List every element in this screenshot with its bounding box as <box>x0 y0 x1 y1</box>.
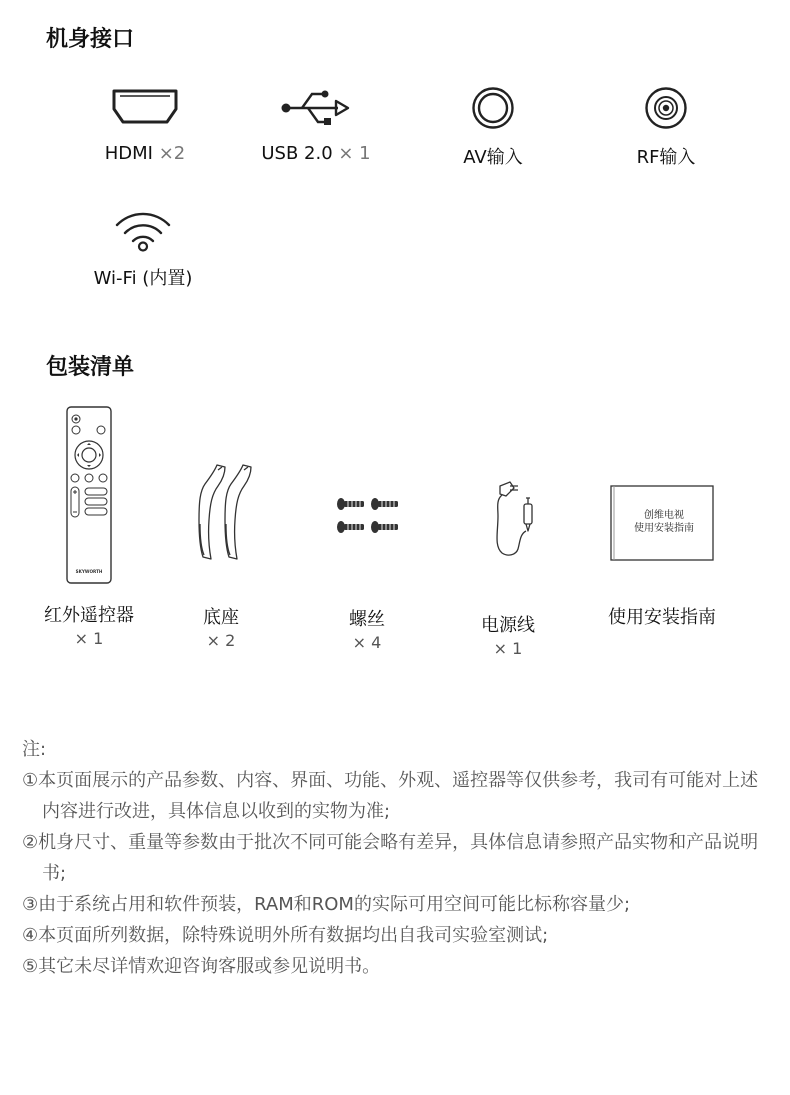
remote-brand-text: SKYWORTH <box>75 569 103 574</box>
rf-coax-icon <box>644 86 688 130</box>
power-cord-icon <box>476 474 540 560</box>
usb-icon <box>278 86 354 130</box>
guide-cover-line-1: 创维电视 <box>644 510 684 521</box>
package-stand-qty: × 2 <box>206 631 236 650</box>
port-av-name: AV输入 <box>463 147 523 168</box>
screws-icon <box>332 494 402 538</box>
note-item-4: ④本页面所列数据，除特殊说明外所有数据均出自我司实验室测试; <box>22 925 549 946</box>
port-av <box>433 86 553 169</box>
ports-section-title: 机身接口 <box>46 27 135 52</box>
package-stand <box>171 462 271 650</box>
package-remote <box>28 406 150 648</box>
hdmi-icon <box>110 86 180 126</box>
wifi-icon <box>113 208 173 254</box>
package-remote-qty: × 1 <box>74 629 104 648</box>
remote-control-icon <box>66 406 112 584</box>
port-wifi-name: Wi-Fi (内置) <box>93 268 193 289</box>
port-wifi <box>78 208 208 290</box>
package-screws-qty: × 4 <box>352 633 382 652</box>
package-screws-name: 螺丝 <box>349 609 385 630</box>
package-stand-name: 底座 <box>203 607 239 628</box>
port-hdmi <box>75 86 215 164</box>
package-power-cord <box>458 474 558 658</box>
notes-heading: 注: <box>22 739 47 760</box>
port-hdmi-mult: ×2 <box>158 143 186 164</box>
stand-base-icon <box>181 462 261 562</box>
note-item-2: ②机身尺寸、重量等参数由于批次不同可能会略有差异，具体信息请参照产品实物和产品说明书; <box>22 832 759 884</box>
port-hdmi-name: HDMI <box>104 143 153 164</box>
package-remote-name: 红外遥控器 <box>44 605 134 626</box>
package-guide <box>600 485 724 629</box>
package-power-cord-name: 电源线 <box>481 615 535 636</box>
notes-block <box>22 734 772 982</box>
package-screws <box>312 494 422 652</box>
package-guide-name: 使用安装指南 <box>608 607 716 628</box>
guide-booklet-icon <box>610 485 714 561</box>
port-usb-name: USB 2.0 <box>261 143 333 164</box>
package-power-cord-qty: × 1 <box>493 639 523 658</box>
guide-cover-line-2: 使用安装指南 <box>634 523 694 534</box>
note-item-3: ③由于系统占用和软件预装，RAM和ROM的实际可用空间可能比标称容量少; <box>22 894 631 915</box>
port-usb <box>241 86 391 164</box>
port-rf <box>606 86 726 169</box>
port-rf-name: RF输入 <box>636 147 696 168</box>
note-item-1: ①本页面展示的产品参数、内容、界面、功能、外观、遥控器等仅供参考，我司有可能对上述内容进行改进，具体信息以收到的实物为准; <box>22 770 759 822</box>
port-usb-mult: × 1 <box>338 143 371 164</box>
package-section-title: 包装清单 <box>46 355 135 380</box>
av-jack-icon <box>471 86 515 130</box>
note-item-5: ⑤其它未尽详情欢迎咨询客服或参见说明书。 <box>22 956 381 977</box>
